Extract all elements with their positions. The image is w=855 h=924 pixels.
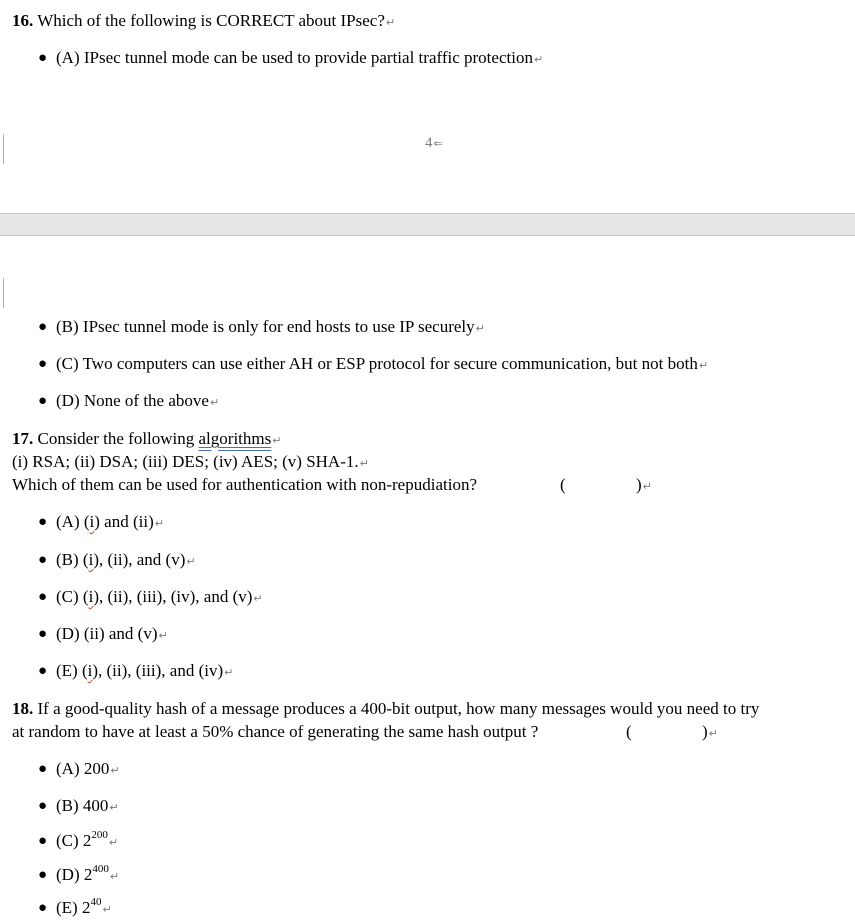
option-16a: (A) IPsec tunnel mode can be used to provide partial traffic protection↵ xyxy=(56,48,544,67)
question-17-prompt: Which of them can be used for authentication with non-repudiation? xyxy=(12,475,477,494)
question-18: 18. If a good-quality hash of a message produces a 400-bit output, how many messages would you need to try xyxy=(12,699,760,718)
question-number: 17. xyxy=(12,429,34,448)
margin-marker xyxy=(0,278,4,308)
option-18e: (E) $2^{40}↵$ xyxy=(56,896,112,917)
option-16c: (C) Two computers can use either AH or ESP protocol for secure communication, but not both↵ xyxy=(56,354,709,373)
question-number: 18. xyxy=(12,699,34,718)
question-18-line2: at random to have at least a 50% chance of generating the same hash output ? xyxy=(12,722,539,741)
option-18a: (A) 200↵ xyxy=(56,759,120,778)
option-18b: (B) 400↵ xyxy=(56,796,119,815)
option-17e: (E) (i), (ii), (iii), and (iv)↵ xyxy=(56,661,234,680)
option-18d: (D) $2^{400}↵$ xyxy=(56,863,120,884)
option-16d: (D) None of the above↵ xyxy=(56,391,220,410)
margin-marker xyxy=(0,134,4,164)
answer-blank: ( xyxy=(560,475,566,494)
question-number: 16. xyxy=(12,11,34,30)
question-16: 16. Which of the following is CORRECT about IPsec?↵ xyxy=(12,11,396,30)
option-17b: (B) (i), (ii), and (v)↵ xyxy=(56,550,196,569)
option-18c: (C) $2^{200}↵$ xyxy=(56,829,119,850)
question-17: 17. Consider the following algorithms↵ xyxy=(12,429,282,448)
option-16b: (B) IPsec tunnel mode is only for end hosts to use IP securely↵ xyxy=(56,317,485,336)
page-number: 4⇐ xyxy=(425,135,443,151)
page-break xyxy=(0,213,855,236)
option-17a: (A) (i) and (ii)↵ xyxy=(56,512,164,531)
option-17d: (D) (ii) and (v)↵ xyxy=(56,624,168,643)
option-17c: (C) (i), (ii), (iii), (iv), and (v)↵ xyxy=(56,587,263,606)
answer-blank: ( xyxy=(626,722,632,741)
question-text: Which of the following is CORRECT about IPsec? xyxy=(37,11,385,30)
answer-blank-close: )↵ xyxy=(636,475,652,494)
algorithm-list: (i) RSA; (ii) DSA; (iii) DES; (iv) AES; (v) SHA-1.↵ xyxy=(12,452,369,471)
answer-blank-close: )↵ xyxy=(702,722,718,741)
